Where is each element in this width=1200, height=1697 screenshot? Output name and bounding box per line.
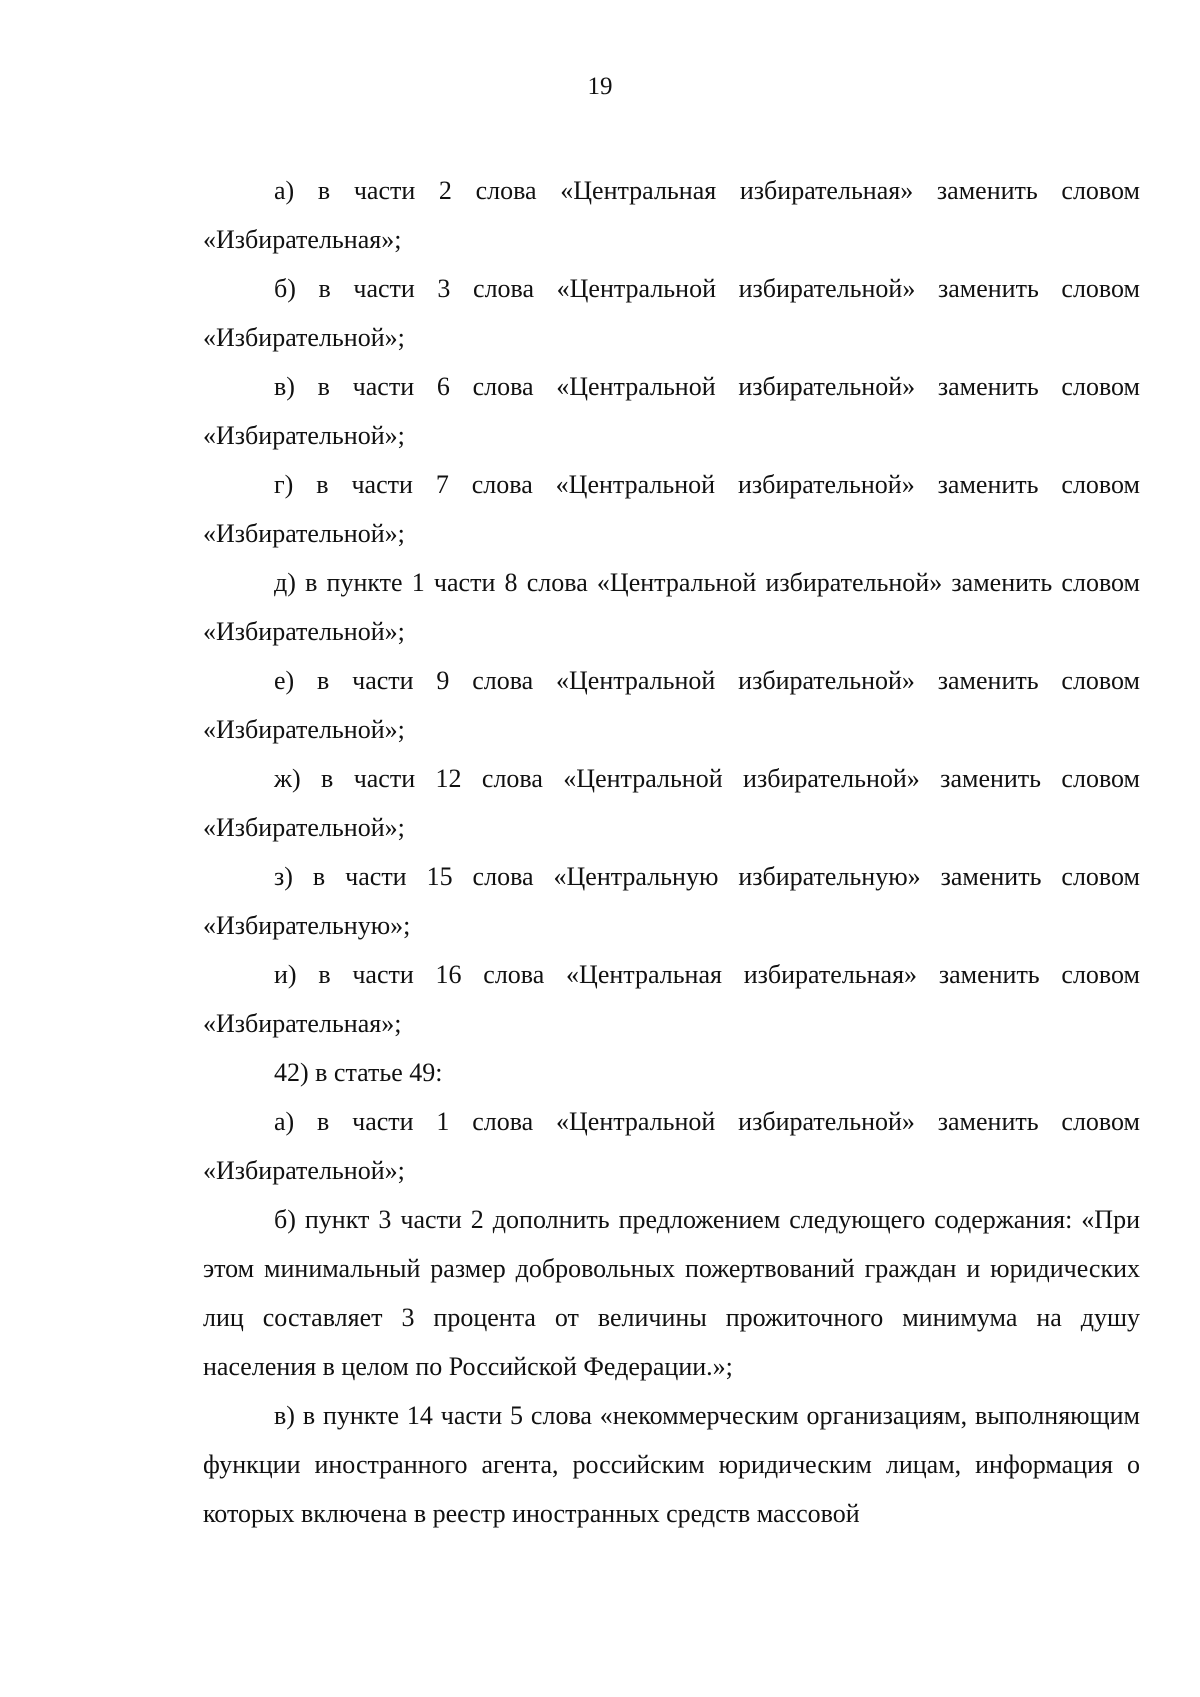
paragraph-amendment-a-part-2: а) в части 2 слова «Центральная избирательная» заменить словом «Избирательная»; <box>203 176 1140 254</box>
paragraph-amendment-z-part-15: з) в части 15 слова «Центральную избирательную» заменить словом «Избирательную»; <box>203 862 1140 940</box>
page-number: 19 <box>587 73 613 100</box>
paragraph-amendment-i-part-16: и) в части 16 слова «Центральная избирательная» заменить словом «Избирательная»; <box>203 960 1140 1038</box>
paragraph-amendment-e-part-9: е) в части 9 слова «Центральной избирательной» заменить словом «Избирательной»; <box>203 666 1140 744</box>
paragraph-article-49-a: а) в части 1 слова «Центральной избирательной» заменить словом «Избирательной»; <box>203 1107 1140 1185</box>
paragraph-article-49-b: б) пункт 3 части 2 дополнить предложением следующего содержания: «При этом минимальный размер добровольных пожертвований граждан и юридических лиц составляет 3 процента от величины прожиточного минимума на душу населения в целом по Российской Федерации.»; <box>203 1205 1140 1381</box>
paragraph-amendment-v-part-6: в) в части 6 слова «Центральной избирательной» заменить словом «Избирательной»; <box>203 372 1140 450</box>
paragraph-amendment-g-part-7: г) в части 7 слова «Центральной избирательной» заменить словом «Избирательной»; <box>203 470 1140 548</box>
paragraph-article-49-v: в) в пункте 14 части 5 слова «некоммерческим организациям, выполняющим функции иностранного агента, российским юридическим лицам, информация о которых включена в реестр иностранных средств массовой <box>203 1401 1140 1528</box>
paragraph-amendment-zh-part-12: ж) в части 12 слова «Центральной избирательной» заменить словом «Избирательной»; <box>203 764 1140 842</box>
paragraph-amendment-d-part-8: д) в пункте 1 части 8 слова «Центральной избирательной» заменить словом «Избирательной»; <box>203 568 1140 646</box>
paragraph-article-49-heading: 42) в статье 49: <box>274 1058 443 1087</box>
document-body <box>203 166 1140 1538</box>
paragraph-amendment-b-part-3: б) в части 3 слова «Центральной избирательной» заменить словом «Избирательной»; <box>203 274 1140 352</box>
